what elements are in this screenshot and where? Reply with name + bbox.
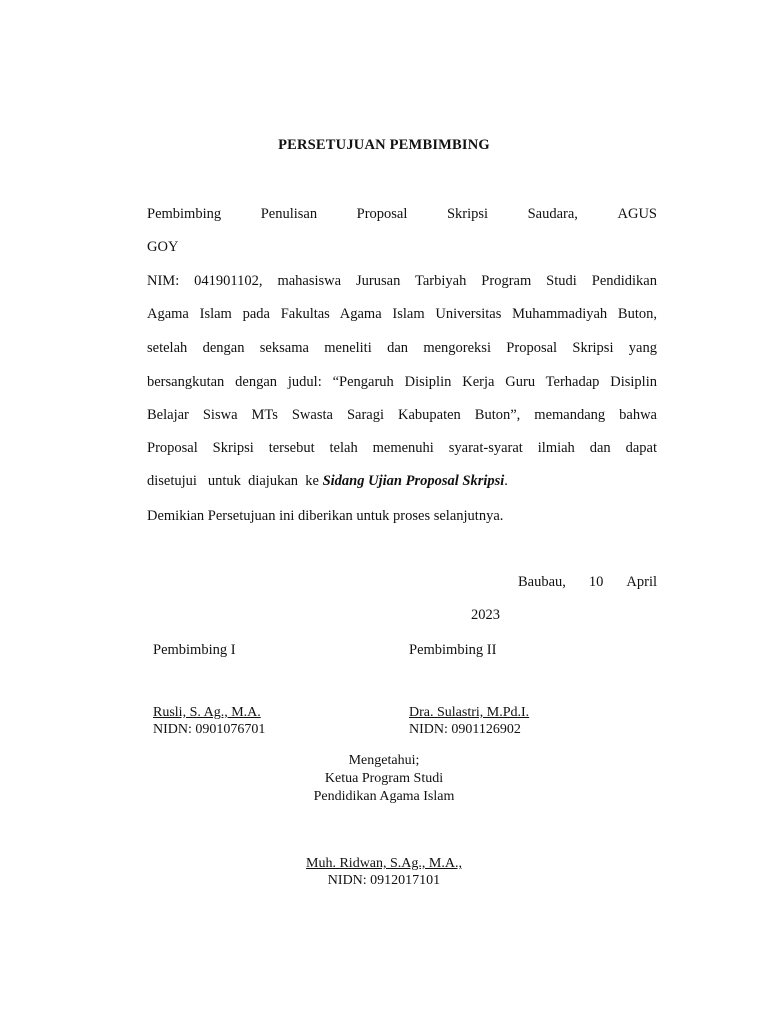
pembimbing-2-role: Pembimbing II [409,642,497,658]
date-place: Baubau, [518,574,566,590]
body-line-4: Agama Islam pada Fakultas Agama Islam Universitas Muhammadiyah Buton, [147,306,657,322]
approval-line-2: Ketua Program Studi [324,771,444,786]
date-year: 2023 [471,607,500,623]
approval-line-1: Mengetahui; [348,753,420,768]
pembimbing-1-role: Pembimbing I [153,642,236,658]
body-line-7: Belajar Siswa MTs Swasta Saragi Kabupaten Buton”, memandang bahwa [147,407,657,423]
body-word: Saudara, [527,206,578,222]
date-day: 10 [588,574,604,590]
sidang-emphasis: Sidang Ujian Proposal Skripsi [322,473,505,489]
document-title: PERSETUJUAN PEMBIMBING [278,137,490,153]
body-line-1 [147,206,657,223]
body-line-5: setelah dengan seksama meneliti dan mengoreksi Proposal Skripsi yang [147,340,657,356]
body-word: Penulisan [260,206,318,222]
date-month: April [626,574,657,590]
body-word: Pembimbing [147,206,222,222]
pembimbing-2-nidn: NIDN: 0901126902 [409,722,521,737]
approval-line-3: Pendidikan Agama Islam [313,789,455,804]
body-word: Proposal [356,206,408,222]
body-word: AGUS [617,206,657,222]
closing-sentence: Demikian Persetujuan ini diberikan untuk proses selanjutnya. [147,508,504,524]
pembimbing-2-name: Dra. Sulastri, M.Pd.I. [409,705,530,720]
pembimbing-1-name: Rusli, S. Ag., M.A. [153,705,261,720]
body-line-9-suffix: . [504,473,508,489]
body-line-6: bersangkutan dengan judul: “Pengaruh Disiplin Kerja Guru Terhadap Disiplin [147,374,657,390]
approver-name: Muh. Ridwan, S.Ag., M.A., [306,856,462,871]
pembimbing-1-nidn: NIDN: 0901076701 [153,722,266,737]
date-line [518,574,657,591]
body-word: Skripsi [446,206,489,222]
body-line-3: NIM: 041901102, mahasiswa Jurusan Tarbiyah Program Studi Pendidikan [147,273,657,289]
body-line-8: Proposal Skripsi tersebut telah memenuhi syarat-syarat ilmiah dan dapat [147,440,657,456]
approver-nidn: NIDN: 0912017101 [327,873,441,888]
body-line-9-prefix: disetujui untuk diajukan ke [147,473,323,489]
body-line-2: GOY [147,239,179,255]
body-line-9 [147,473,508,490]
